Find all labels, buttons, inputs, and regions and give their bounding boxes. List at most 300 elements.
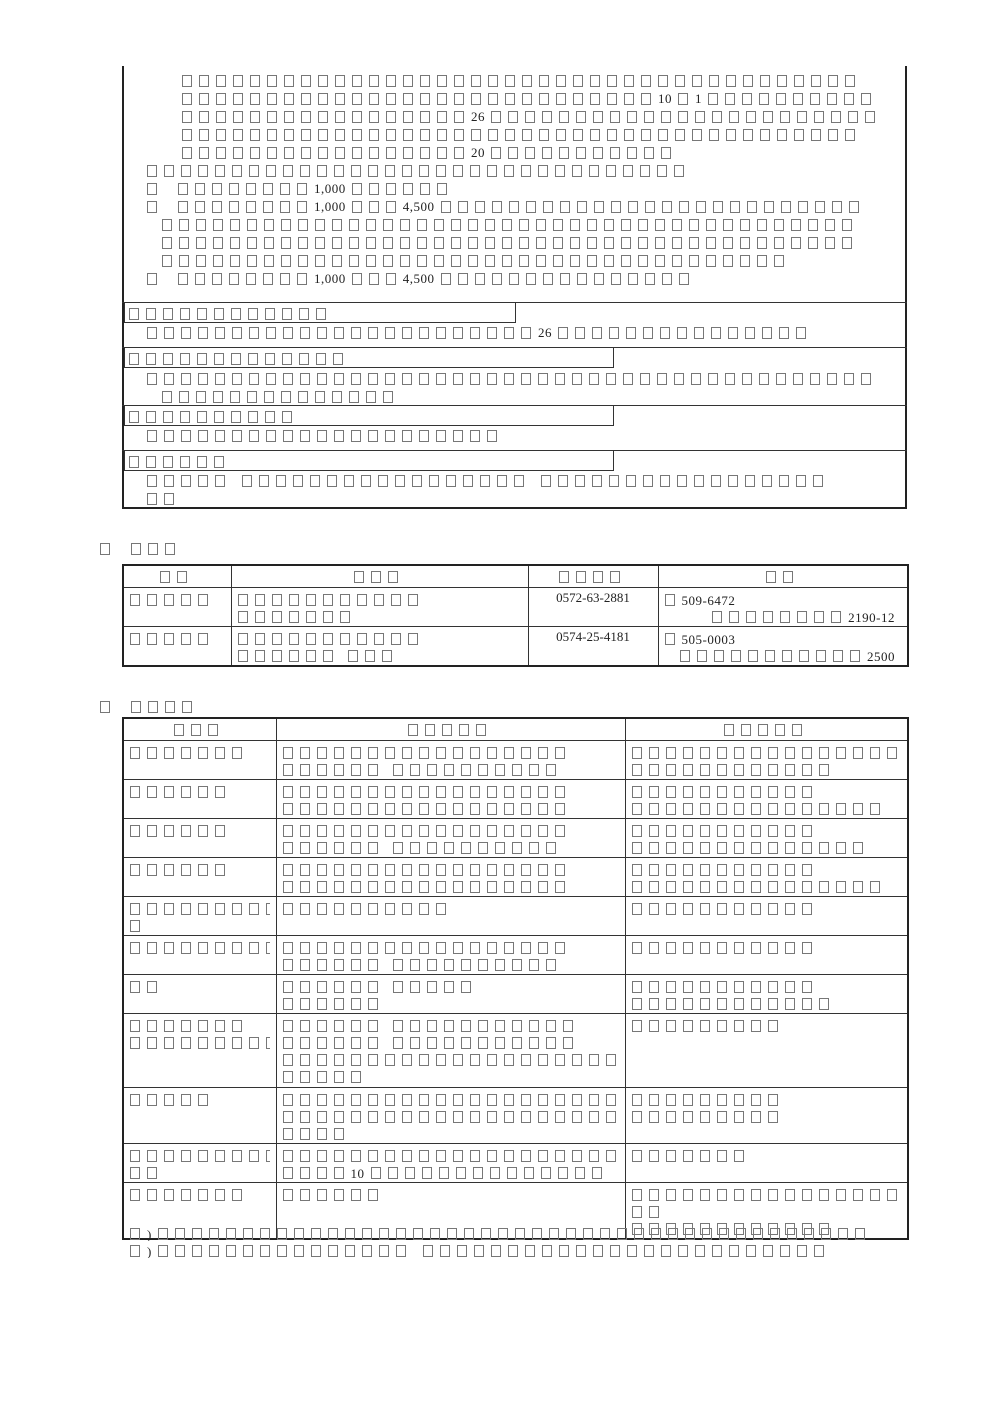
glyph-placeholder: [402, 942, 412, 954]
glyph-placeholder: [779, 475, 789, 487]
glyph-placeholder: [283, 998, 293, 1010]
glyph-placeholder: [521, 747, 531, 759]
glyph-placeholder: [419, 1111, 429, 1123]
glyph-placeholder: [487, 1094, 497, 1106]
glyph-placeholder: [352, 129, 362, 141]
glyph-placeholder: [385, 864, 395, 876]
glyph-placeholder: [747, 201, 757, 213]
glyph-placeholder: [583, 1228, 593, 1240]
glyph-placeholder: [300, 1111, 310, 1123]
glyph-placeholder: [266, 942, 270, 954]
glyph-placeholder: [311, 1245, 321, 1257]
glyph-placeholder: [471, 93, 481, 105]
glyph-placeholder: [559, 147, 569, 159]
glyph-placeholder: [570, 255, 580, 267]
glyph-placeholder: [526, 201, 536, 213]
glyph-placeholder: [729, 611, 739, 623]
glyph-placeholder: [334, 903, 344, 915]
glyph-placeholder: [666, 1094, 676, 1106]
glyph-placeholder: [266, 430, 276, 442]
glyph-placeholder: [785, 747, 795, 759]
glyph-placeholder: [524, 1167, 534, 1179]
subsection-body-line: [147, 472, 830, 488]
glyph-placeholder: [130, 1020, 140, 1032]
glyph-placeholder: [393, 1020, 403, 1032]
glyph-placeholder: [666, 764, 676, 776]
glyph-placeholder: [283, 825, 293, 837]
glyph-placeholder: [164, 1037, 174, 1049]
glyph-placeholder: [662, 273, 672, 285]
glyph-placeholder: [216, 147, 226, 159]
glyph-placeholder: [315, 255, 325, 267]
glyph-placeholder: [666, 803, 676, 815]
glyph-placeholder: [592, 475, 602, 487]
glyph-placeholder: [436, 1094, 446, 1106]
glyph-placeholder: [725, 93, 735, 105]
glyph-placeholder: [238, 650, 248, 662]
glyph-placeholder: [386, 75, 396, 87]
glyph-placeholder: [198, 942, 208, 954]
glyph-placeholder: [683, 786, 693, 798]
footnote-line: [130, 1241, 872, 1258]
upper-text-line: [147, 162, 691, 178]
glyph-placeholder: [283, 881, 293, 893]
glyph-placeholder: [538, 373, 548, 385]
glyph-placeholder: [491, 147, 501, 159]
glyph-placeholder: [717, 1150, 727, 1162]
glyph-placeholder: [147, 493, 157, 505]
glyph-placeholder: [560, 201, 570, 213]
upper-text-line: [162, 234, 859, 250]
glyph-placeholder: [351, 165, 361, 177]
glyph-placeholder: [378, 475, 388, 487]
glyph-placeholder: [521, 786, 531, 798]
glyph-placeholder: [351, 1037, 361, 1049]
glyph-placeholder: [335, 93, 345, 105]
glyph-placeholder: [180, 456, 190, 468]
glyph-placeholder: [768, 786, 778, 798]
glyph-placeholder: [410, 959, 420, 971]
glyph-placeholder: [542, 111, 552, 123]
glyph-placeholder: [180, 353, 190, 365]
glyph-placeholder: [180, 411, 190, 423]
glyph-placeholder: [454, 93, 464, 105]
glyph-placeholder: [147, 327, 157, 339]
glyph-placeholder: [164, 1189, 174, 1201]
glyph-placeholder: [453, 1150, 463, 1162]
table-row: [123, 936, 908, 975]
glyph-placeholder: [147, 1189, 157, 1201]
glyph-placeholder: [395, 475, 405, 487]
glyph-placeholder: [478, 842, 488, 854]
glyph-placeholder: [317, 1020, 327, 1032]
glyph-placeholder: [649, 786, 659, 798]
glyph-placeholder: [147, 430, 157, 442]
glyph-placeholder: [453, 165, 463, 177]
glyph-placeholder: [572, 373, 582, 385]
glyph-placeholder: [697, 650, 707, 662]
glyph-placeholder: [453, 1094, 463, 1106]
glyph-placeholder: [751, 842, 761, 854]
glyph-placeholder: [447, 1228, 457, 1240]
glyph-placeholder: [283, 1128, 293, 1140]
glyph-placeholder: [215, 903, 225, 915]
glyph-placeholder: [576, 111, 586, 123]
glyph-placeholder: [198, 165, 208, 177]
glyph-placeholder: [427, 1037, 437, 1049]
glyph-placeholder: [797, 1245, 807, 1257]
glyph-placeholder: [536, 237, 546, 249]
glyph-placeholder: [147, 1020, 157, 1032]
glyph-placeholder: [164, 493, 174, 505]
table-cell: [276, 1144, 625, 1183]
glyph-placeholder: [575, 475, 585, 487]
table-row: [123, 780, 908, 819]
glyph-placeholder: [666, 1189, 676, 1201]
glyph-placeholder: [283, 764, 293, 776]
glyph-placeholder: [317, 373, 327, 385]
contacts-header-cell: [123, 565, 231, 588]
glyph-placeholder: [802, 903, 812, 915]
glyph-placeholder: [283, 786, 293, 798]
glyph-placeholder: [768, 998, 778, 1010]
glyph-placeholder: [606, 1150, 616, 1162]
glyph-placeholder: [181, 475, 191, 487]
glyph-placeholder: [385, 903, 395, 915]
glyph-placeholder: [181, 864, 191, 876]
glyph-placeholder: [570, 219, 580, 231]
glyph-placeholder: [798, 201, 808, 213]
glyph-placeholder: [734, 842, 744, 854]
glyph-placeholder: [709, 129, 719, 141]
glyph-placeholder: [282, 353, 292, 365]
glyph-placeholder: [164, 786, 174, 798]
glyph-placeholder: [215, 1150, 225, 1162]
glyph-placeholder: [351, 881, 361, 893]
glyph-placeholder: [770, 1228, 780, 1240]
glyph-placeholder: [351, 803, 361, 815]
glyph-placeholder: [751, 998, 761, 1010]
glyph-placeholder: [542, 1245, 552, 1257]
glyph-placeholder: [283, 1094, 293, 1106]
glyph-placeholder: [368, 803, 378, 815]
glyph-placeholder: [758, 724, 768, 736]
glyph-placeholder: [845, 75, 855, 87]
table-cell: [123, 858, 276, 897]
glyph-placeholder: [802, 1189, 812, 1201]
glyph-placeholder: [388, 571, 398, 583]
glyph-placeholder: [453, 803, 463, 815]
glyph-placeholder: [281, 237, 291, 249]
glyph-placeholder: [214, 353, 224, 365]
glyph-placeholder: [487, 786, 497, 798]
glyph-placeholder: [434, 219, 444, 231]
glyph-placeholder: [559, 1245, 569, 1257]
glyph-placeholder: [231, 411, 241, 423]
glyph-placeholder: [230, 391, 240, 403]
glyph-placeholder: [130, 825, 140, 837]
table-row: [123, 1088, 908, 1144]
glyph-placeholder: [263, 183, 273, 195]
glyph-placeholder: [427, 1020, 437, 1032]
glyph-placeholder: [644, 147, 654, 159]
glyph-placeholder: [870, 747, 880, 759]
glyph-placeholder: [215, 1189, 225, 1201]
glyph-placeholder: [368, 747, 378, 759]
glyph-placeholder: [300, 842, 310, 854]
glyph-placeholder: [649, 864, 659, 876]
glyph-placeholder: [199, 129, 209, 141]
glyph-placeholder: [402, 903, 412, 915]
glyph-placeholder: [454, 147, 464, 159]
glyph-placeholder: [504, 803, 514, 815]
glyph-placeholder: [723, 255, 733, 267]
glyph-placeholder: [277, 1228, 287, 1240]
glyph-placeholder: [283, 842, 293, 854]
glyph-placeholder: [249, 942, 259, 954]
glyph-placeholder: [412, 475, 422, 487]
glyph-placeholder: [147, 1037, 157, 1049]
glyph-placeholder: [348, 650, 358, 662]
glyph-placeholder: [230, 219, 240, 231]
glyph-placeholder: [487, 373, 497, 385]
glyph-placeholder: [853, 881, 863, 893]
glyph-placeholder: [181, 1094, 191, 1106]
glyph-placeholder: [368, 825, 378, 837]
glyph-placeholder: [233, 147, 243, 159]
glyph-placeholder: [419, 803, 429, 815]
glyph-placeholder: [444, 842, 454, 854]
glyph-placeholder: [422, 1167, 432, 1179]
glyph-placeholder: [825, 219, 835, 231]
glyph-placeholder: [785, 903, 795, 915]
glyph-placeholder: [538, 747, 548, 759]
glyph-placeholder: [436, 430, 446, 442]
glyph-placeholder: [751, 747, 761, 759]
glyph-placeholder: [742, 373, 752, 385]
glyph-placeholder: [427, 981, 437, 993]
glyph-placeholder: [294, 1228, 304, 1240]
glyph-placeholder: [525, 147, 535, 159]
glyph-placeholder: [430, 1228, 440, 1240]
glyph-placeholder: [828, 129, 838, 141]
glyph-placeholder: [461, 981, 471, 993]
glyph-placeholder: [368, 165, 378, 177]
glyph-placeholder: [272, 633, 282, 645]
services-table: [122, 717, 909, 1240]
glyph-placeholder: [164, 430, 174, 442]
glyph-placeholder: [751, 764, 761, 776]
glyph-placeholder: [351, 825, 361, 837]
glyph-placeholder: [782, 650, 792, 662]
glyph-placeholder: [368, 864, 378, 876]
glyph-placeholder: [700, 903, 710, 915]
glyph-placeholder: [369, 147, 379, 159]
glyph-placeholder: [130, 903, 140, 915]
glyph-placeholder: [665, 594, 675, 606]
glyph-placeholder: [461, 959, 471, 971]
glyph-placeholder: [828, 75, 838, 87]
glyph-placeholder: [797, 611, 807, 623]
glyph-placeholder: [366, 255, 376, 267]
glyph-placeholder: [334, 842, 344, 854]
glyph-placeholder: [724, 724, 734, 736]
glyph-placeholder: [419, 881, 429, 893]
glyph-placeholder: [318, 111, 328, 123]
glyph-placeholder: [700, 942, 710, 954]
glyph-placeholder: [298, 219, 308, 231]
glyph-placeholder: [351, 981, 361, 993]
glyph-placeholder: [491, 1245, 501, 1257]
glyph-placeholder: [383, 237, 393, 249]
glyph-placeholder: [130, 1189, 140, 1201]
glyph-placeholder: [538, 1054, 548, 1066]
glyph-placeholder: [785, 825, 795, 837]
glyph-placeholder: [351, 959, 361, 971]
glyph-placeholder: [232, 942, 242, 954]
table-cell: [625, 819, 908, 858]
glyph-placeholder: [334, 1167, 344, 1179]
glyph-placeholder: [570, 237, 580, 249]
glyph-placeholder: [216, 93, 226, 105]
glyph-placeholder: [666, 864, 676, 876]
glyph-placeholder: [436, 1111, 446, 1123]
glyph-placeholder: [272, 650, 282, 662]
glyph-placeholder: [553, 237, 563, 249]
glyph-placeholder: [887, 747, 897, 759]
glyph-placeholder: [765, 650, 775, 662]
table-cell: [123, 627, 231, 667]
glyph-placeholder: [300, 327, 310, 339]
glyph-placeholder: [505, 75, 515, 87]
glyph-placeholder: [160, 571, 170, 583]
glyph-placeholder: [521, 864, 531, 876]
glyph-placeholder: [592, 1167, 602, 1179]
glyph-placeholder: [819, 842, 829, 854]
glyph-placeholder: [198, 825, 208, 837]
glyph-placeholder: [368, 998, 378, 1010]
glyph-placeholder: [164, 825, 174, 837]
glyph-placeholder: [814, 1245, 824, 1257]
glyph-placeholder: [162, 391, 172, 403]
glyph-placeholder: [164, 633, 174, 645]
glyph-placeholder: [740, 219, 750, 231]
glyph-placeholder: [723, 237, 733, 249]
glyph-placeholder: [555, 825, 565, 837]
glyph-placeholder: [457, 1245, 467, 1257]
glyph-placeholder: [436, 803, 446, 815]
glyph-placeholder: [386, 147, 396, 159]
glyph-placeholder: [729, 1245, 739, 1257]
glyph-placeholder: [334, 1037, 344, 1049]
glyph-placeholder: [362, 1245, 372, 1257]
glyph-placeholder: [717, 881, 727, 893]
glyph-placeholder: [300, 1150, 310, 1162]
glyph-placeholder: [672, 255, 682, 267]
glyph-placeholder: [529, 1020, 539, 1032]
glyph-placeholder: [726, 129, 736, 141]
glyph-placeholder: [436, 747, 446, 759]
glyph-placeholder: [255, 650, 265, 662]
glyph-placeholder: [827, 93, 837, 105]
glyph-placeholder: [768, 842, 778, 854]
glyph-placeholder: [628, 273, 638, 285]
glyph-placeholder: [357, 633, 367, 645]
glyph-placeholder: [436, 327, 446, 339]
glyph-placeholder: [509, 273, 519, 285]
glyph-placeholder: [323, 633, 333, 645]
glyph-placeholder: [283, 1037, 293, 1049]
glyph-placeholder: [658, 129, 668, 141]
glyph-placeholder: [437, 111, 447, 123]
glyph-placeholder: [757, 237, 767, 249]
glyph-placeholder: [272, 594, 282, 606]
glyph-placeholder: [555, 1111, 565, 1123]
glyph-placeholder: [300, 998, 310, 1010]
glyph-placeholder: [351, 1054, 361, 1066]
glyph-placeholder: [507, 1167, 517, 1179]
glyph-placeholder: [383, 219, 393, 231]
table-cell: [276, 1014, 625, 1088]
glyph-placeholder: [351, 842, 361, 854]
glyph-placeholder: [402, 373, 412, 385]
glyph-placeholder: [606, 1054, 616, 1066]
glyph-placeholder: [610, 147, 620, 159]
glyph-placeholder: [315, 237, 325, 249]
glyph-placeholder: [538, 165, 548, 177]
table-cell: [276, 819, 625, 858]
glyph-placeholder: [147, 747, 157, 759]
glyph-placeholder: [402, 430, 412, 442]
glyph-placeholder: [768, 981, 778, 993]
glyph-placeholder: [164, 165, 174, 177]
glyph-placeholder: [649, 803, 659, 815]
glyph-placeholder: [487, 1054, 497, 1066]
glyph-placeholder: [661, 111, 671, 123]
glyph-placeholder: [146, 411, 156, 423]
glyph-placeholder: [164, 1020, 174, 1032]
glyph-placeholder: [182, 147, 192, 159]
glyph-placeholder: [538, 864, 548, 876]
glyph-placeholder: [351, 327, 361, 339]
glyph-placeholder: [306, 650, 316, 662]
glyph-placeholder: [215, 747, 225, 759]
glyph-placeholder: [679, 201, 689, 213]
glyph-placeholder: [850, 650, 860, 662]
table-cell: [528, 627, 658, 667]
glyph-placeholder: [558, 475, 568, 487]
glyph-placeholder: [327, 475, 337, 487]
glyph-placeholder: [215, 942, 225, 954]
glyph-placeholder: [429, 475, 439, 487]
glyph-placeholder: [757, 219, 767, 231]
glyph-placeholder: [521, 1094, 531, 1106]
glyph-placeholder: [677, 327, 687, 339]
glyph-placeholder: [694, 475, 704, 487]
glyph-placeholder: [284, 129, 294, 141]
glyph-placeholder: [198, 327, 208, 339]
glyph-placeholder: [743, 129, 753, 141]
glyph-placeholder: [587, 255, 597, 267]
glyph-placeholder: [212, 273, 222, 285]
glyph-placeholder: [759, 373, 769, 385]
table-cell: [276, 1088, 625, 1144]
glyph-placeholder: [508, 111, 518, 123]
glyph-placeholder: [265, 308, 275, 320]
glyph-placeholder: [283, 803, 293, 815]
glyph-placeholder: [478, 764, 488, 776]
glyph-placeholder: [538, 803, 548, 815]
